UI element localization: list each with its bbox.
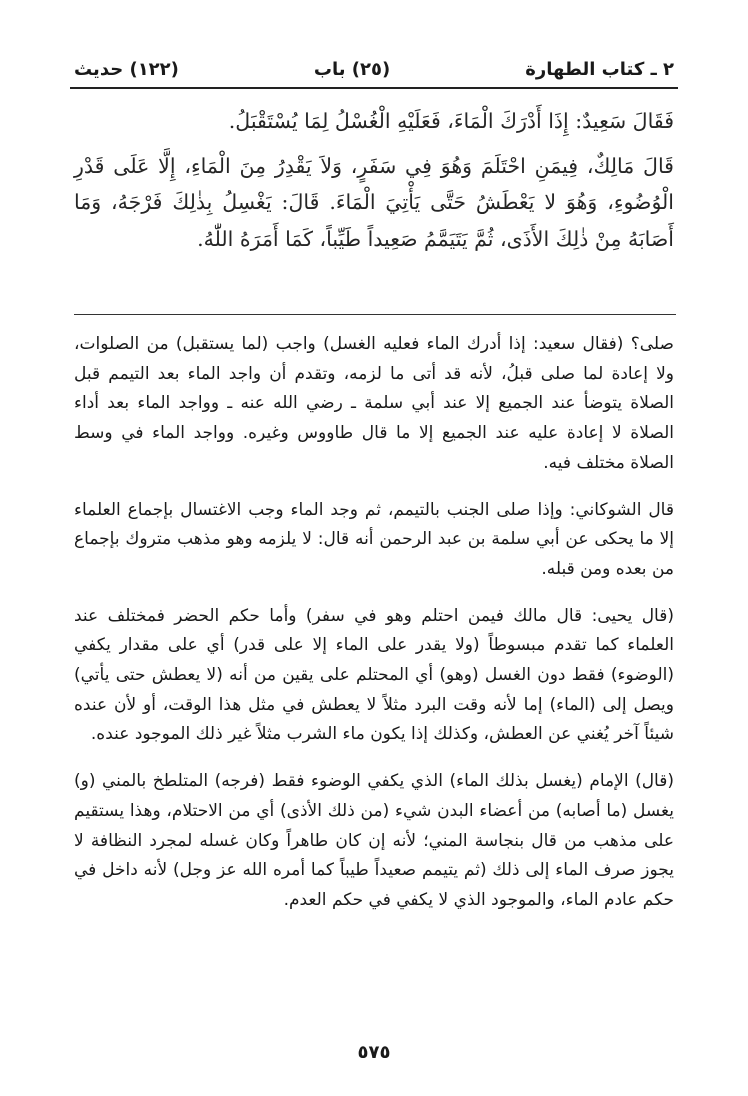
header-hadith-number: (١٢٢) حديث: [74, 58, 179, 80]
header-book-title: ٢ ـ كتاب الطهارة: [525, 58, 674, 80]
header-chapter: (٢٥) باب: [313, 58, 391, 80]
header-rule: [70, 87, 678, 89]
commentary-paragraph-4: (قال) الإمام (يغسل بذلك الماء) الذي يكفي الوضوء فقط (فرجه) المتلطخ بالمني (و) يغسل (ما أصابه) من أعضاء البدن شيء (من ذلك الأذى) أي من الاحتلام، وهذا يستقيم على مذهب من قال بنجاسة المني؛ لأنه إن كان طاهراً وكان غسله لمجرد النظافة لا يجوز صرف الماء إلى ذلك (ثم يتيمم صعيداً طيباً كما أمره الله عز وجل) لأنه داخل في حكم عادم الماء، والموجود الذي لا يكفي في حكم العدم.: [74, 771, 674, 910]
commentary-paragraph-3: (قال يحيى: قال مالك فيمن احتلم وهو في سفر) وأما حكم الحضر فمختلف عند العلماء كما تقدم مبسوطاً (ولا يقدر على الماء إلا على قدر) أي على مقدار يكفي (الوضوء) فقط دون الغسل (وهو) أي المحتلم على يقين من أنه (لا يعطش حتى يأتي) ويصل إلى (الماء) إما لأنه وقت البرد مثلاً لا يعطش في مثل هذا الوقت، أو لأن عنده شيئاً آخر يُغني عن العطش، وكذلك إذا يكون ماء الشرب مثلاً غير ذلك الموجود عنده.: [74, 605, 674, 745]
section-divider: [74, 314, 676, 315]
hadith-paragraph-1: فَقَالَ سَعِيدٌ: إِذَا أَدْرَكَ الْمَاءَ، فَعَلَيْهِ الْغُسْلُ لِمَا يُسْتَقْبَلُ.: [228, 109, 674, 133]
commentary-paragraph-1: صلى؟ (فقال سعيد: إذا أدرك الماء فعليه الغسل) واجب (لما يستقبل) من الصلوات، ولا إعادة لما صلى قبلُ، لأنه قد أتى ما لزمه، وتقدم أن واجد الماء بعد التيمم قبل الصلاة يتوضأ عند الجميع إلا عند أبي سلمة ـ رضي الله عنه ـ وواجد الماء بعد أداء الصلاة لا إعادة عليه عند الجميع إلا ما قال طاووس وغيره. وواجد الماء في وسط الصلاة مختلف فيه.: [74, 334, 674, 473]
hadith-text: [74, 103, 674, 265]
page-number: ٥٧٥: [357, 1042, 391, 1063]
running-header: [74, 54, 674, 84]
hadith-paragraph-2: قَالَ مَالِكٌ، فِيمَنِ احْتَلَمَ وَهُوَ فِي سَفَرٍ، وَلاَ يَقْدِرُ مِنَ الْمَاءِ، إِلَّا عَلَى قَدْرِ الْوُضُوءِ، وَهُوَ لا يَعْطَشُ حَتَّى يَأْتِيَ الْمَاءَ. قَالَ: يَغْسِلُ بِذٰلِكَ فَرْجَهُ، وَمَا أَصَابَهُ مِنْ ذٰلِكَ الأَذَى، ثُمَّ يَتَيَمَّمُ صَعِيداً طَيِّباً، كَمَا أَمَرَهُ اللّٰهُ.: [74, 153, 674, 251]
commentary-paragraph-2: قال الشوكاني: وإذا صلى الجنب بالتيمم، ثم وجد الماء وجب الاغتسال بإجماع العلماء إلا ما يحكى عن أبي سلمة بن عبد الرحمن أنه قال: لا يلزمه وهو مذهب متروك بإجماع من بعده ومن قبله.: [74, 499, 674, 579]
commentary-text: [74, 330, 674, 933]
